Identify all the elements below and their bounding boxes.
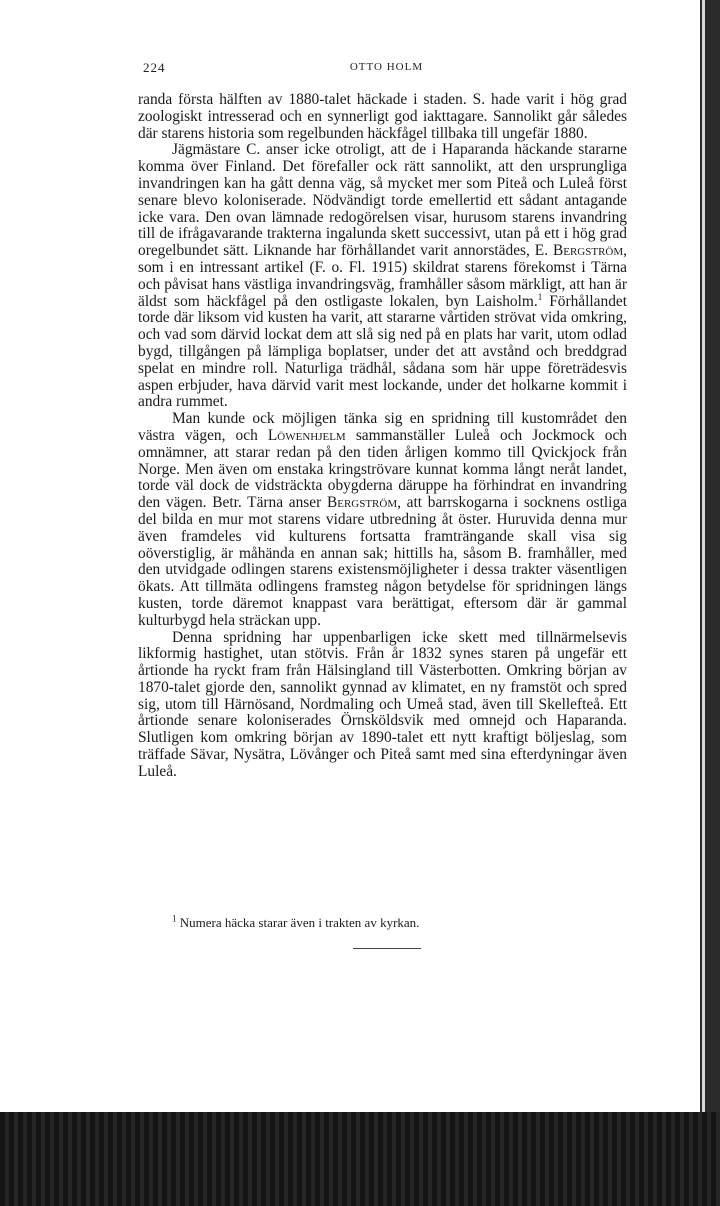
paragraph-text: randa första hälften av 1880-talet häckade i staden. S. hade varit i hög grad zoologiskt intresserad och en synnerligt god iakttagare. Sannolikt går således där starens historia som regelbunden häckfågel tillbaka till ungefär 1880. bbox=[138, 91, 627, 142]
footnote-rule bbox=[353, 948, 421, 949]
paragraph-text: , att barrskogarna i socknens ostliga del bilda en mur mot starens vidare utbredning åt öster. Huruvida denna mur även framdeles vid kulturens fortsatta framträngande skall visa sig oöverstiglig, är måhända en annan sak; hittills ha, såsom B. framhåller, med den utvidgade odlingen starens existensmöjligheter i dessa trakter väsentligen ökats. Att tillmäta odlingens framsteg någon betydelse för spridningen längs kusten, torde däremot knappast vara berättigat, eftersom där är gammal kulturbygd hela sträckan upp. bbox=[138, 494, 627, 629]
paragraph-text: sammanställer Luleå och Jockmock och omnämner, att starar redan på den tiden årligen kommo till Qvickjock från Norge. Men även om enstaka kringströvare kunnat komma långt neråt landet, torde väl dock de vidsträckta obygderna däruppe ha förhindrat en invandring den vägen. Betr. Tärna anser bbox=[138, 426, 628, 512]
paragraph-2 bbox=[138, 142, 627, 411]
body-text bbox=[138, 92, 627, 781]
paragraph-text: Förhållandet torde där liksom vid kusten ha varit, att stararne vårtiden strövat vida omkring, och vad som därvid lockat dem att slå sig ned på en plats har varit, utom odlad bygd, tillgången på lämpliga boplatser, under det att avstånd och breddgrad spelat en mindre roll. Naturliga trädhål, sådana som här uppe företrädesvis aspen erbjuder, hava därvid varit mest lockande, under det holkarne kommit i andra rummet. bbox=[138, 292, 627, 411]
footnote-text: Numera häcka starar även i trakten av kyrkan. bbox=[176, 915, 420, 930]
running-head: OTTO HOLM bbox=[349, 61, 424, 73]
paragraph-text: Jägmästare C. anser icke otroligt, att de i Haparanda häckande stararne komma över Finland. Det förefaller ock rätt sannolikt, att den ursprungliga invandringen kan ha gått denna väg, så mycket mer som Piteå och Luleå först senare blevo koloniserade. Nödvändigt torde emellertid ett sådant antagande icke vara. Den ovan lämnade redogörelsen visar, hurusom starens invandring till de ifrågavarande trakterna ingalunda skett successivt, utan på ett i hög grad oregelbundet sätt. Liknande har förhållandet varit annorstädes, E. bbox=[138, 141, 627, 260]
paragraph-1 bbox=[138, 92, 627, 142]
paragraph-3 bbox=[138, 411, 627, 629]
footnote bbox=[138, 915, 627, 931]
paragraph-4 bbox=[138, 630, 627, 781]
page-header bbox=[143, 60, 630, 78]
paragraph-text: Denna spridning har uppenbarligen icke skett med tillnärmelsevis likformig hastighet, utan stötvis. Från år 1832 synes staren på ungefär ett årtionde ha ryckt fram från Hälsingland till Västerbotten. Omkring början av 1870-talet gjorde den, sannolikt gynnad av klimatet, en ny framstöt och spred sig, utom till Härnösand, Nordmaling och Umeå stad, även till Skellefteå. Ett årtionde senare koloniserades Örnsköldsvik med omnejd och Haparanda. Slutligen kom omkring början av 1890-talet ett nytt kraftigt böljeslag, som träffade Sävar, Nysätra, Lövånger och Piteå samt med sina efterdyningar även Luleå. bbox=[138, 628, 627, 780]
paragraph-text: , som i en intressant artikel (F. o. Fl. 1915) skildrat starens förekomst i Tärna och påvisat hans västliga invandringsväg, framhåller såsom märkligt, att han är äldst som häckfågel på den ostligaste lokalen, byn Laisholm. bbox=[138, 242, 627, 310]
author-name: Bergström bbox=[326, 494, 398, 512]
scan-margin-bottom bbox=[0, 1112, 720, 1206]
page-number: 224 bbox=[143, 60, 166, 75]
paragraph-text: Man kunde ock möjligen tänka sig en spridning till kustområdet den västra vägen, och bbox=[138, 410, 627, 444]
author-name: Löwenhjelm bbox=[267, 426, 346, 444]
page-edge bbox=[702, 0, 705, 1112]
author-name: Bergström bbox=[552, 242, 624, 260]
footnote-marker: 1 bbox=[537, 291, 543, 302]
footnote-number: 1 bbox=[172, 913, 177, 924]
